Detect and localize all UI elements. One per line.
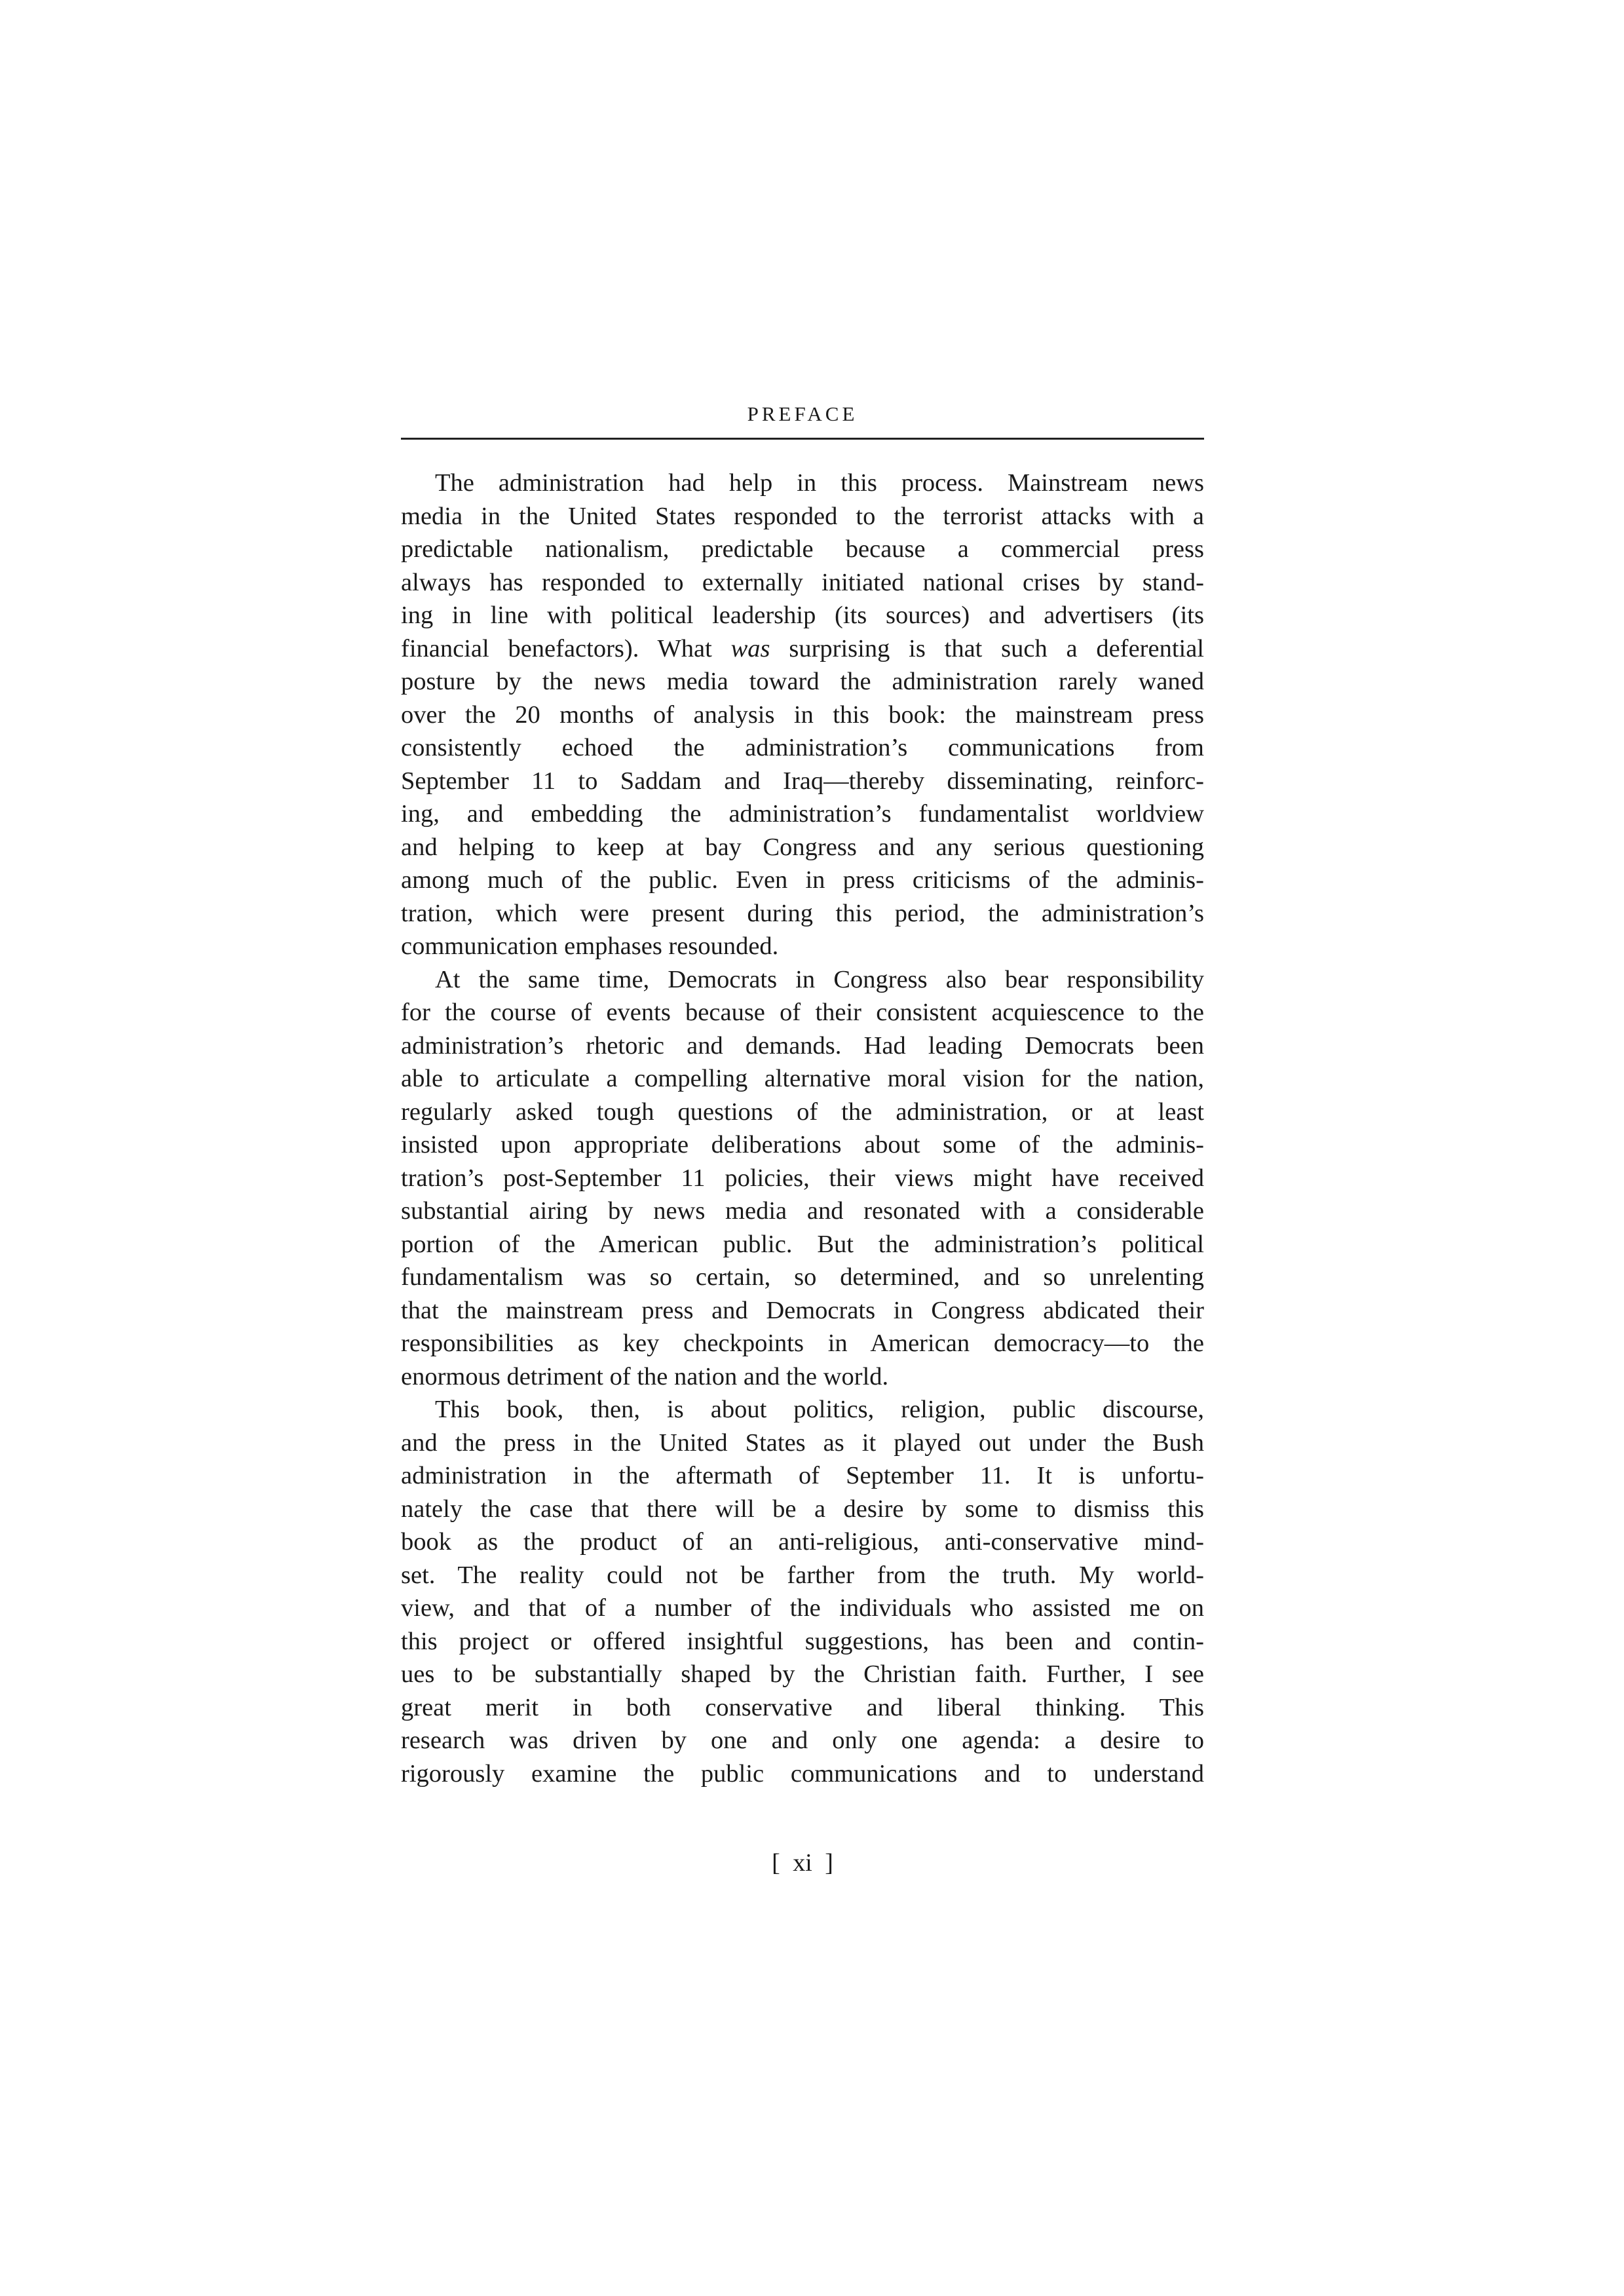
text-line: that the mainstream press and Democrats in Congress abdicated their (401, 1296, 1204, 1324)
text-line: tration, which were present during this period, the administration’s (401, 899, 1204, 927)
text-line: This book, then, is about politics, religion, public discourse, (435, 1396, 1204, 1423)
text-line: always has responded to externally initiated national crises by stand- (401, 568, 1204, 596)
text-line: research was driven by one and only one agenda: a desire to (401, 1727, 1204, 1754)
text-line: among much of the public. Even in press criticisms of the adminis- (401, 866, 1204, 894)
text-line: substantial airing by news media and resonated with a considerable (401, 1197, 1204, 1225)
text-line: able to articulate a compelling alternative moral vision for the nation, (401, 1065, 1204, 1092)
text-line: financial benefactors). What was surprising is that such a deferential (401, 634, 1204, 662)
text-line: book as the product of an anti-religious, anti-conservative mind- (401, 1528, 1204, 1556)
text-line: nately the case that there will be a desire by some to dismiss this (401, 1495, 1204, 1523)
text-line: portion of the American public. But the administration’s political (401, 1230, 1204, 1258)
text-line: September 11 to Saddam and Iraq—thereby disseminating, reinforc- (401, 767, 1204, 795)
text-line: administration’s rhetoric and demands. Had leading Democrats been (401, 1031, 1204, 1060)
text-line: and the press in the United States as it played out under the Bush (401, 1428, 1204, 1457)
paragraph (401, 467, 1204, 963)
text-line: predictable nationalism, predictable because a commercial press (401, 535, 1204, 563)
text-line: and helping to keep at bay Congress and any serious questioning (401, 833, 1204, 861)
text-line: ues to be substantially shaped by the Christian faith. Further, I see (401, 1660, 1204, 1688)
running-head: PREFACE (747, 402, 858, 425)
body-text (401, 467, 1204, 1790)
text-line: view, and that of a number of the individuals who assisted me on (401, 1594, 1204, 1622)
text-line: ing in line with political leadership (its sources) and advertisers (its (401, 602, 1204, 629)
text-line: rigorously examine the public communications and to understand (401, 1759, 1204, 1788)
text-line: administration in the aftermath of September 11. It is unfortu- (401, 1462, 1204, 1489)
text-line: for the course of events because of their consistent acquiescence to the (401, 999, 1204, 1026)
text-line: tration’s post-September 11 policies, their views might have received (401, 1164, 1204, 1192)
text-line: this project or offered insightful suggestions, has been and contin- (401, 1627, 1204, 1655)
page-number: [ xi ] (772, 1849, 833, 1877)
text-line: enormous detriment of the nation and the world. (401, 1362, 889, 1390)
text-line: ing, and embedding the administration’s fundamentalist worldview (401, 800, 1204, 828)
paragraph (401, 1393, 1204, 1790)
paragraph (401, 963, 1204, 1394)
text-line: communication emphases resounded. (401, 932, 779, 960)
text-line: great merit in both conservative and liberal thinking. This (401, 1693, 1204, 1721)
text-line: over the 20 months of analysis in this book: the mainstream press (401, 700, 1204, 729)
text-line: The administration had help in this process. Mainstream news (435, 469, 1204, 497)
header-rule (401, 438, 1204, 440)
text-line: regularly asked tough questions of the administration, or at least (401, 1098, 1204, 1126)
text-line: insisted upon appropriate deliberations about some of the adminis- (401, 1131, 1204, 1158)
text-line: consistently echoed the administration’s communications from (401, 734, 1204, 761)
text-line: media in the United States responded to the terrorist attacks with a (401, 502, 1204, 530)
text-line: At the same time, Democrats in Congress also bear responsibility (435, 965, 1204, 993)
emphasis-was: was (730, 634, 770, 662)
text-line: set. The reality could not be farther from the truth. My world- (401, 1561, 1204, 1589)
text-line: responsibilities as key checkpoints in American democracy—to the (401, 1330, 1204, 1357)
text-line: fundamentalism was so certain, so determined, and so unrelenting (401, 1263, 1204, 1291)
text-line: posture by the news media toward the administration rarely waned (401, 668, 1204, 695)
